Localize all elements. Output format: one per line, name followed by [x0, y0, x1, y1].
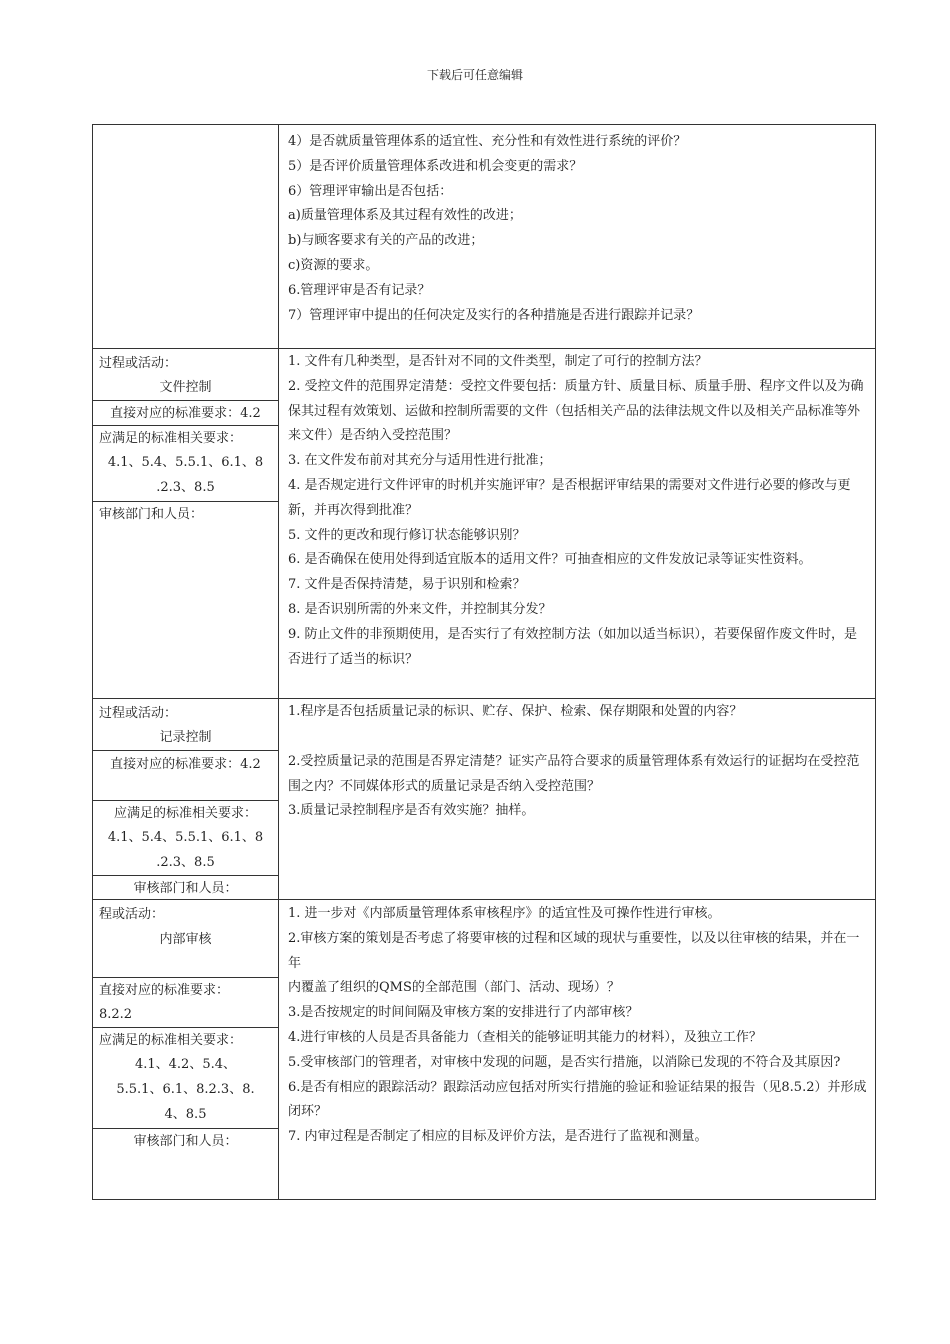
requirement-line: b)与顾客要求有关的产品的改进； [288, 233, 484, 249]
requirement-item: 2.受控质量记录的范围是否界定清楚？证实产品符合要求的质量管理体系有效运行的证据均在受控范围之内？不同媒体形式的质量记录是否纳入受控范围？ [288, 753, 860, 794]
related-values: .2.3、8.5 [156, 480, 215, 495]
section-management-review [92, 124, 876, 349]
section-record-control [92, 698, 876, 900]
direct-requirement: 直接对应的标准要求：4.2 [93, 750, 278, 778]
requirement-item: 7. 文件是否保持清楚，易于识别和检索？ [288, 577, 526, 593]
requirements-cell [280, 349, 875, 672]
requirement-item: 2. 受控文件的范围界定清楚：受控文件要包括：质量方针、质量目标、质量手册、程序文件以及为确保其过程有效策划、运做和控制所需要的文件（包括相关产品的法律法规文件以及相关产品标准等外来文件）是否纳入受控范围？ [288, 378, 864, 444]
direct-requirement-label: 直接对应的标准要求： [93, 977, 278, 1003]
requirement-item: 3. 在文件发布前对其充分与适用性进行批准； [288, 453, 552, 469]
related-values: 4.1、4.2、5.4、 [134, 1057, 237, 1072]
requirement-item: 5.受审核部门的管理者，对审核中发现的问题，是否实行措施，以消除已发现的不符合及其原因? [288, 1054, 841, 1070]
requirement-item: 7. 内审过程是否制定了相应的目标及评价方法，是否进行了监视和测量。 [288, 1129, 708, 1145]
requirement-line: 6）管理评审输出是否包括： [288, 183, 453, 199]
direct-requirement: 直接对应的标准要求：4.2 [93, 400, 278, 425]
process-label: 过程或活动： [99, 356, 178, 371]
requirement-item: 2.审核方案的策划是否考虑了将要审核的过程和区域的现状与重要性，以及以往审核的结果，并在一年 [288, 930, 860, 971]
requirement-line: 6.管理评审是否有记录？ [288, 282, 431, 298]
process-label: 过程或活动： [99, 706, 178, 721]
left-cell [93, 900, 279, 1199]
related-label: 应满足的标准相关要求： [93, 425, 278, 451]
related-values: 4、8.5 [164, 1107, 207, 1122]
page-header: 下载后可任意编辑 [426, 68, 523, 82]
related-label: 应满足的标准相关要求： [93, 800, 278, 826]
requirement-line: a)质量管理体系及其过程有效性的改进； [288, 208, 522, 224]
requirement-item: 1. 文件有几种类型，是否针对不同的文件类型，制定了可行的控制方法？ [288, 354, 708, 369]
left-cell [93, 349, 279, 698]
section-document-control [92, 348, 876, 699]
requirement-item: 6. 是否确保在使用处得到适宜版本的适用文件？可抽查相应的文件发放记录等证实性资料。 [288, 552, 812, 568]
requirements-cell [280, 699, 875, 824]
requirement-item: 3.质量记录控制程序是否有效实施？抽样。 [288, 803, 535, 819]
section-internal-audit [92, 899, 876, 1200]
related-values: 5.5.1、6.1、8.2.3、8. [116, 1082, 255, 1097]
requirement-item: 3.是否按规定的时间间隔及审核方案的安排进行了内部审核？ [288, 1005, 639, 1021]
requirement-line: 7）管理评审中提出的任何决定及实行的各种措施是否进行跟踪并记录？ [288, 307, 700, 323]
requirement-item: 4. 是否规定进行文件评审的时机并实施评审？是否根据评审结果的需要对文件进行必要的修改与更新，并再次得到批准？ [288, 477, 851, 518]
requirement-item: 5. 文件的更改和现行修订状态能够识别？ [288, 527, 526, 543]
left-cell [93, 699, 279, 899]
process-label: 程或活动： [99, 907, 165, 922]
requirement-item: 4.进行审核的人员是否具备能力（查相关的能够证明其能力的材料），及独立工作？ [288, 1029, 762, 1045]
requirement-item: 1.程序是否包括质量记录的标识、贮存、保护、检索、保存期限和处置的内容？ [288, 704, 743, 719]
requirements-cell [280, 125, 875, 328]
left-cell [93, 125, 279, 348]
related-values: 4.1、5.4、5.5.1、6.1、8 [107, 455, 264, 470]
related-values: 4.1、5.4、5.5.1、6.1、8 [107, 830, 264, 845]
requirement-item: 内覆盖了组织的QMS的全部范围（部门、活动、现场）？ [288, 980, 620, 996]
related-values: .2.3、8.5 [156, 855, 215, 870]
related-label: 应满足的标准相关要求： [93, 1027, 278, 1053]
process-name: 记录控制 [159, 730, 212, 745]
requirement-item: 6.是否有相应的跟踪活动？跟踪活动应包括对所实行措施的验证和验证结果的报告（见8.5.2）并形成闭环？ [288, 1079, 867, 1120]
requirement-line: c)资源的要求。 [288, 257, 379, 273]
audit-dept-label: 审核部门和人员： [93, 1128, 278, 1154]
process-name: 内部审核 [159, 932, 212, 947]
requirements-cell [280, 900, 875, 1150]
audit-dept-label: 审核部门和人员： [93, 875, 278, 901]
direct-requirement-value: 8.2.2 [99, 1007, 133, 1022]
requirement-item: 1. 进一步对《内部质量管理体系审核程序》的适宜性及可操作性进行审核。 [288, 906, 721, 921]
process-name: 文件控制 [159, 380, 212, 395]
requirement-line: 5）是否评价质量管理体系改进和机会变更的需求？ [288, 158, 583, 174]
requirement-line: 4）是否就质量管理体系的适宜性、充分性和有效性进行系统的评价？ [288, 134, 687, 149]
audit-dept-label: 审核部门和人员： [93, 501, 278, 527]
requirement-item: 8. 是否识别所需的外来文件，并控制其分发？ [288, 601, 552, 617]
requirement-item: 9. 防止文件的非预期使用，是否实行了有效控制方法（如加以适当标识），若要保留作废文件时，是否进行了适当的标识？ [288, 626, 858, 667]
